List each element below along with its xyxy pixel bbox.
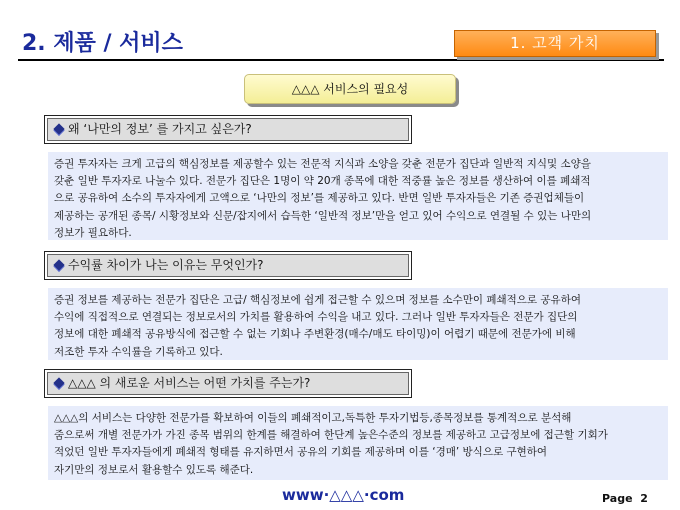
answer-line: 으로 공유하여 소수의 투자자에게 고액으로 ‘나만의 정보’를 제공하고 있다. 반면 일반 투자자들은 기존 증권업체들이	[54, 192, 585, 205]
answer-line: 제공하는 공개된 종목/ 시황정보와 신문/잡지에서 습득한 ‘일반적 정보’만을 얻고 있어 수익으로 연결될 수 있는 나만의	[54, 209, 592, 222]
answer-box-2	[48, 288, 668, 360]
diamond-bullet-icon	[53, 259, 64, 270]
diamond-bullet-icon	[53, 377, 64, 388]
subtitle-badge: △△△ 서비스의 필요성	[244, 74, 456, 104]
page-label: Page	[602, 492, 633, 505]
answer-line: 정보에 대한 폐쇄적 공유방식에 접근할 수 없는 기회나 주변환경(매수/매도 타이밍)이 어렵기 때문에 전문가에 비해	[54, 328, 576, 341]
answer-box-1	[48, 152, 668, 240]
answer-line: 줌으로써 개별 전문가가 가진 종목 범위의 한계를 해결하여 한단계 높은수준의 정보를 제공하고 고급정보에 접근할 기회가	[54, 429, 608, 442]
question-box-3	[44, 369, 412, 398]
diamond-bullet-icon	[53, 123, 64, 134]
section-badge: 1. 고객 가치	[454, 30, 656, 57]
answer-line: 갖춘 일반 투자자로 나눌수 있다. 전문가 집단은 1명이 약 20개 종목에 대한 적중률 높은 정보를 생산하여 이를 폐쇄적	[54, 175, 591, 188]
page-number-value: 2	[640, 492, 648, 505]
answer-line: 저조한 투자 수익률을 기록하고 있다.	[54, 345, 223, 358]
answer-line: 자기만의 정보로서 활용할수 있도록 해준다.	[54, 463, 254, 476]
page-number	[602, 492, 648, 505]
answer-line: △△△의 서비스는 다양한 전문가를 확보하여 이들의 폐쇄적이고,독특한 투자기법등,종목정보를 통계적으로 분석해	[54, 412, 572, 424]
title-divider	[18, 59, 664, 61]
question-box-2	[44, 251, 412, 280]
question-box-1	[44, 115, 412, 144]
question-text: 수익률 차이가 나는 이유는 무엇인가?	[68, 258, 264, 272]
page-title: 2. 제품 / 서비스	[22, 31, 183, 56]
answer-line: 증권 투자자는 크게 고급의 핵심정보를 제공할수 있는 전문적 지식과 소양을 갖춘 전문가 집단과 일반적 지식및 소양을	[54, 158, 591, 170]
answer-line: 수익에 직접적으로 연결되는 정보로서의 가치를 활용하여 수익을 내고 있다. 그러나 일반 투자자들은 전문가 집단의	[54, 311, 578, 324]
footer-url: www·△△△·com	[282, 486, 405, 504]
answer-box-3	[48, 406, 668, 480]
question-text: 왜 ‘나만의 정보’ 를 가지고 싶은가?	[68, 122, 252, 136]
question-text: △△△ 의 새로운 서비스는 어떤 가치를 주는가?	[68, 376, 311, 390]
answer-line: 적었던 일반 투자자들에게 폐쇄적 형태를 유지하면서 공유의 기회를 제공하며 이를 ‘경매’ 방식으로 구현하여	[54, 446, 548, 459]
answer-line: 정보가 필요하다.	[54, 226, 132, 239]
answer-line: 증권 정보를 제공하는 전문가 집단은 고급/ 핵심정보에 쉽게 접근할 수 있으며 정보를 소수만이 폐쇄적으로 공유하여	[54, 294, 581, 306]
